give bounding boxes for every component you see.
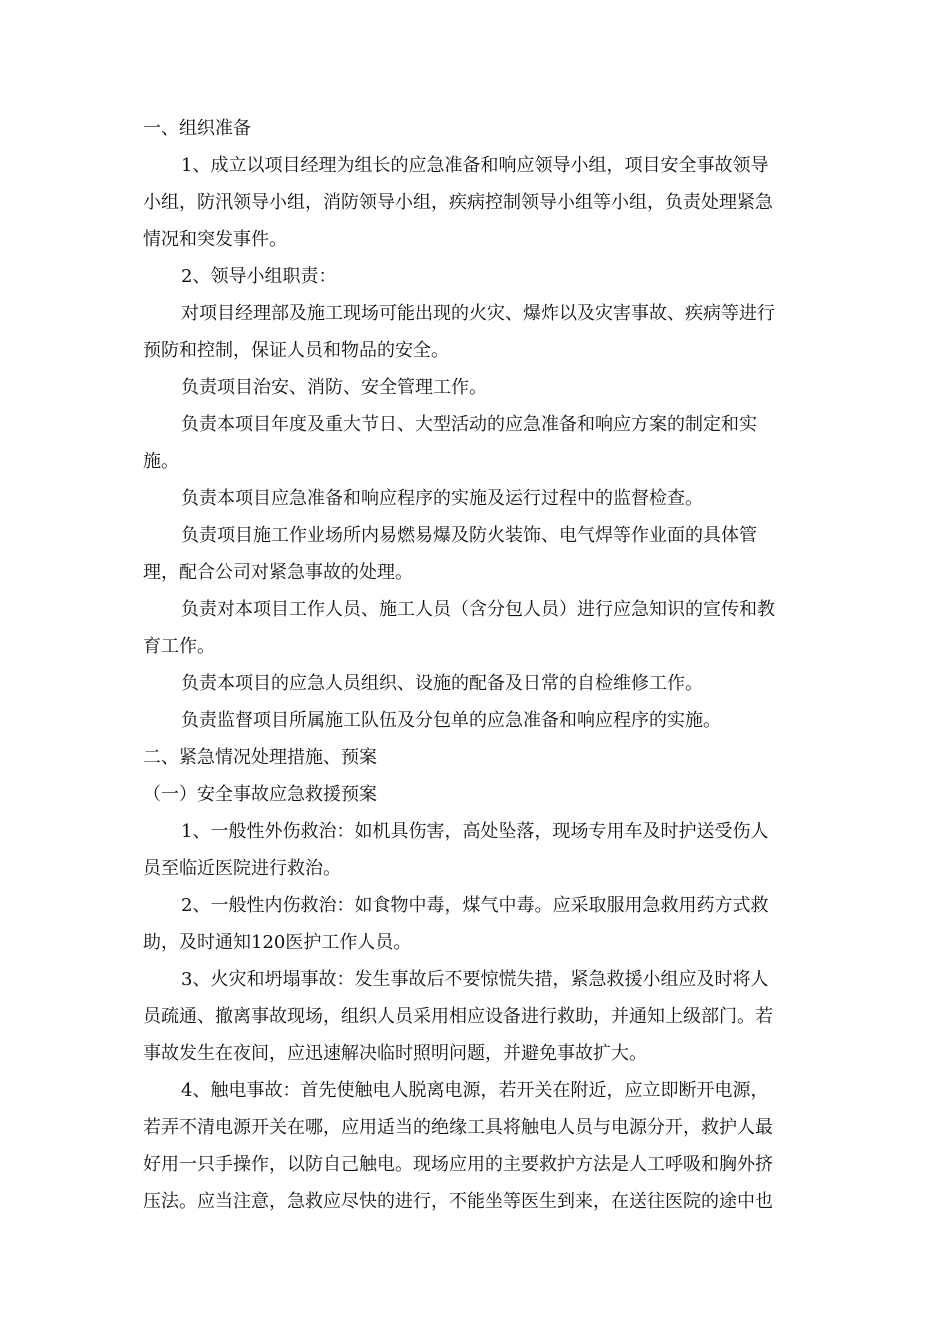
paragraph-line: 2、领导小组职责： <box>181 266 337 287</box>
paragraph-line: 育工作。 <box>143 636 215 657</box>
paragraph-line: 负责对本项目工作人员、施工人员（含分包人员）进行应急知识的宣传和教 <box>181 599 775 620</box>
paragraph-line: 负责项目施工作业场所内易燃易爆及防火装饰、电气焊等作业面的具体管 <box>181 525 757 546</box>
paragraph-line: 事故发生在夜间，应迅速解决临时照明问题，并避免事故扩大。 <box>143 1043 647 1064</box>
section-heading: 二、紧急情况处理措施、预案 <box>143 747 377 768</box>
paragraph-line: 负责监督项目所属施工队伍及分包单的应急准备和响应程序的实施。 <box>181 710 721 731</box>
paragraph-line: 4、触电事故：首先使触电人脱离电源，若开关在附近，应立即断开电源， <box>181 1080 769 1101</box>
paragraph-line: 施。 <box>143 451 179 472</box>
paragraph-line: 好用一只手操作，以防自己触电。现场应用的主要救护方法是人工呼吸和胸外挤 <box>143 1154 773 1175</box>
paragraph-line: 2、一般性内伤救治：如食物中毒，煤气中毒。应采取服用急救用药方式救 <box>181 895 769 916</box>
paragraph-line: 负责本项目应急准备和响应程序的实施及运行过程中的监督检查。 <box>181 488 703 509</box>
paragraph-line: 助，及时通知120医护工作人员。 <box>143 932 412 953</box>
paragraph-line: 小组，防汛领导小组，消防领导小组，疾病控制领导小组等小组，负责处理紧急 <box>143 192 773 213</box>
paragraph-line: 预防和控制，保证人员和物品的安全。 <box>143 340 449 361</box>
paragraph-line: 负责项目治安、消防、安全管理工作。 <box>181 377 487 398</box>
paragraph-line: 压法。应当注意，急救应尽快的进行，不能坐等医生到来，在送往医院的途中也 <box>143 1191 773 1212</box>
paragraph-line: 情况和突发事件。 <box>143 229 287 250</box>
section-heading: 一、组织准备 <box>143 118 251 139</box>
paragraph-line: 员至临近医院进行救治。 <box>143 858 341 879</box>
subsection-heading: （一）安全事故应急救援预案 <box>143 784 377 805</box>
paragraph-line: 1、一般性外伤救治：如机具伤害，高处坠落，现场专用车及时护送受伤人 <box>181 821 769 842</box>
paragraph-line: 员疏通、撤离事故现场，组织人员采用相应设备进行救助，并通知上级部门。若 <box>143 1006 773 1027</box>
paragraph-line: 负责本项目年度及重大节日、大型活动的应急准备和响应方案的制定和实 <box>181 414 757 435</box>
paragraph-line: 对项目经理部及施工现场可能出现的火灾、爆炸以及灾害事故、疾病等进行 <box>181 303 775 324</box>
paragraph-line: 1、成立以项目经理为组长的应急准备和响应领导小组，项目安全事故领导 <box>181 155 769 176</box>
paragraph-line: 若弄不清电源开关在哪，应用适当的绝缘工具将触电人员与电源分开，救护人最 <box>143 1117 773 1138</box>
paragraph-line: 理，配合公司对紧急事故的处理。 <box>143 562 413 583</box>
paragraph-line: 3、火灾和坍塌事故：发生事故后不要惊慌失措，紧急救援小组应及时将人 <box>181 969 769 990</box>
paragraph-line: 负责本项目的应急人员组织、设施的配备及日常的自检维修工作。 <box>181 673 703 694</box>
